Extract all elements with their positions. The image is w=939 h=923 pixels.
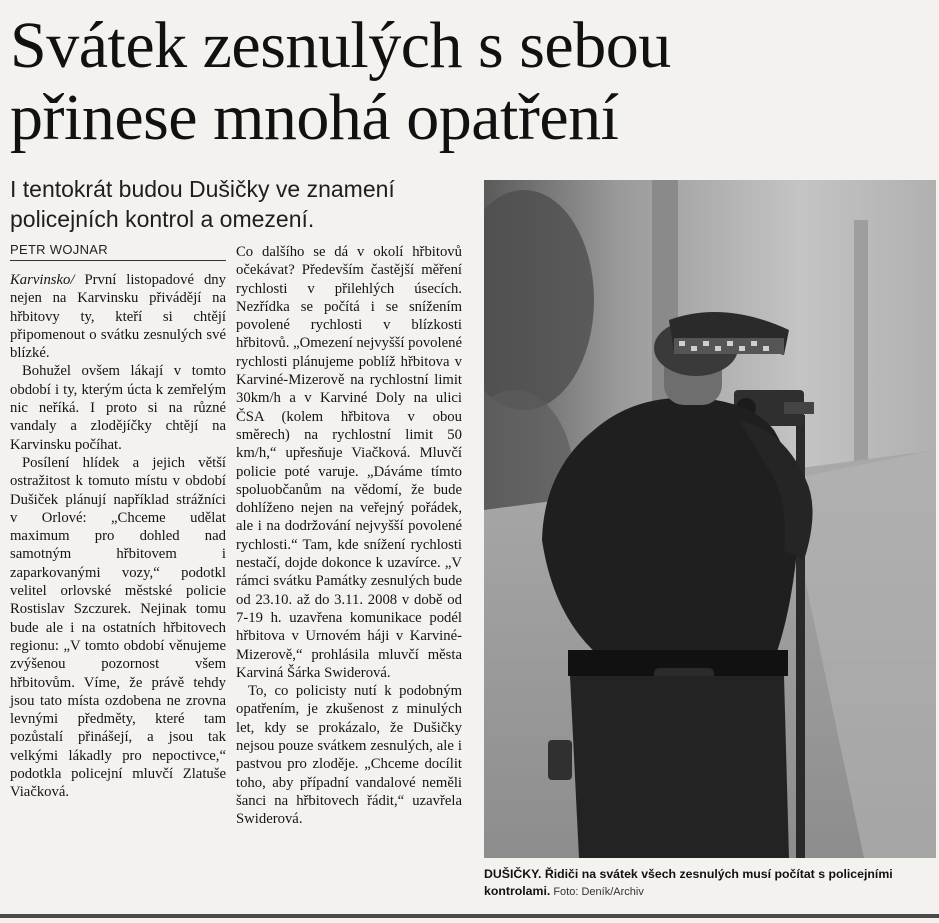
photo-caption — [484, 866, 936, 901]
paragraph-5: To, co policisty nutí k podobným opatřením, je zkušenost z minulých let, kdy se prokázalo, že Dušičky nejsou pouze svátkem zesnulých, ale i pastvou pro zloděje. „Chceme docílit toho, aby případní vandalové neměli šanci na hřbitovech řádit,“ uzavřela Swiderová. — [236, 683, 462, 828]
photo-credit: Foto: Deník/Archiv — [550, 886, 644, 898]
paragraph-4: Co dalšího se dá v okolí hřbitovů očekávat? Především častější měření rychlosti v přilehlých úsecích. Nezřídka se počítá i se snížením povolené rychlosti v blízkosti hřbitovů. „Omezení nejvyšší povolené rychlosti plánujeme poblíž hřbitova v Karviné-Mizerově na rychlostní limit 30km/h a v Karviné Doly na ulici ČSA (kolem hřbitova v obou směrech) na rychlostní limit 50 km/h,“ upřesňuje Viačková. Mluvčí policie poté varuje. „Dáváme tímto spoluobčanům na vědomí, že bude dohlíženo nejen na veřejný pořádek, ale i na dodržování nejvyšší povolené rychlosti.“ Tam, kde snížení rychlosti nestačí, dojde dokonce k uzavírce. „V rámci svátku Památky zesnulých bude od 23.10. až do 3.11. 2008 v době od 7-19 h. uzavřena komunikace podél hřbitova v Urnovém háji v Karviné-Mizerově,“ prohlásila mluvčí města Karviná Šárka Swiderová. — [236, 244, 462, 681]
headline-line-2: přinese mnohá opatření — [10, 81, 619, 154]
paragraph-1-text: První listopadové dny nejen na Karvinsku přivádějí na hřbitovy ty, kteří si chtějí připomenout o svátku zesnulých své blízké. — [10, 272, 226, 362]
dateline: Karvinsko/ — [10, 272, 75, 288]
article-column-2 — [236, 243, 462, 829]
byline: PETR WOJNAR — [10, 242, 226, 261]
caption-text: Řidiči na svátek všech zesnulých musí počítat s policejními kontrolami. — [484, 867, 893, 898]
paragraph-1 — [10, 271, 226, 362]
headline — [10, 10, 930, 154]
paragraph-3: Posílení hlídek a jejich větší ostražitost k tomuto místu v období Dušiček plánují například strážníci v Orlové: „Chceme udělat maximum pro dohled nad samotným hřbitovem i zaparkovanými vozy,“ podotkl velitel orlovské městské policie Rostislav Szczurek. Nejinak tomu bude ale i na ostatních hřbitovech regionu: „V tomto období věnujeme zvýšenou pozornost všem hřbitovům. Víme, že právě tehdy jsou tato místa ozdobena ne zrovna levnými předměty, které tam pozůstalí přinášejí, a jsou tak velkými lákadly pro nepoctivce,“ podotkla policejní mluvčí Zlatuše Viačková. — [10, 454, 226, 801]
policeman-photo-illustration — [484, 180, 936, 858]
paragraph-2: Bohužel ovšem lákají v tomto období i ty, kterým úcta k zemřelým nic neříká. I proto si na různé vandaly a zlodějíčky chtějí na Karvinsku počíhat. — [10, 363, 226, 453]
headline-line-1: Svátek zesnulých s sebou — [10, 9, 671, 82]
subheadline — [10, 174, 480, 234]
article-column-1 — [10, 271, 226, 802]
subheadline-line-1: I tentokrát budou Dušičky ve znamení — [10, 176, 395, 202]
bottom-rule — [0, 914, 939, 918]
caption-lead: DUŠIČKY. — [484, 867, 542, 881]
subheadline-line-2: policejních kontrol a omezení. — [10, 206, 315, 232]
news-photo — [484, 180, 936, 858]
